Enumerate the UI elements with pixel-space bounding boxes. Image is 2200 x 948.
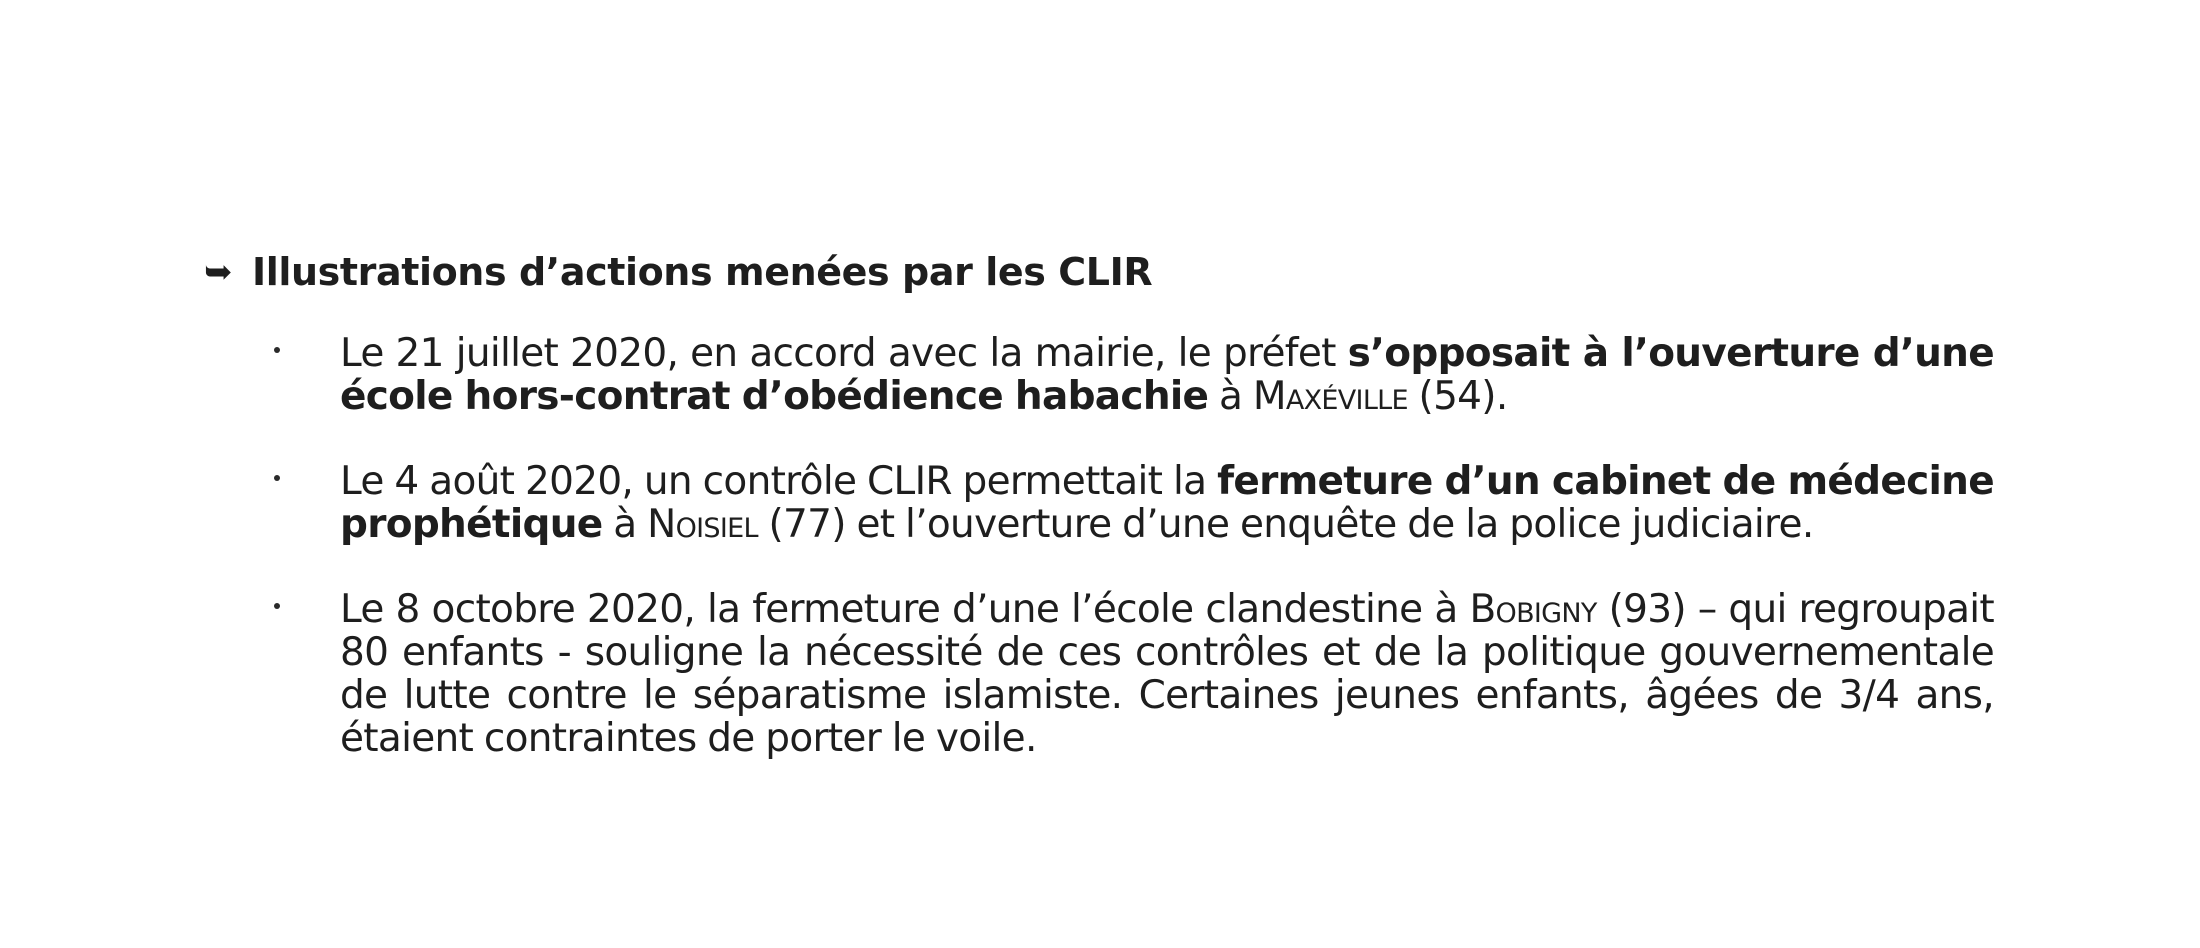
section-heading [204,242,1152,302]
text-run: Le 4 août 2020, un contrôle CLIR permettait la [340,459,1218,504]
text-run: Le 8 octobre 2020, la fermeture d’une l’école clandestine à [340,587,1470,632]
bold-text: s’opposait à l’ouverture d’une école hors-contrat d’obédience habachie [340,331,1994,419]
list-item [340,332,1994,418]
text-run: à [1208,374,1253,419]
list-item-text [340,587,1994,761]
bullet-dot-icon [274,603,280,609]
actions-list [340,332,1994,802]
bullet-dot-icon [274,347,280,353]
list-item-text [340,459,1994,547]
bold-text: fermeture d’un cabinet de médecine prophétique [340,459,1994,547]
place-name: Noisiel [647,502,758,547]
arrow-bullet-icon: ➥ [204,252,233,292]
place-name: Maxéville [1252,374,1408,419]
text-run: (77) et l’ouverture d’une enquête de la police judiciaire. [757,502,1814,547]
list-item [340,588,1994,760]
text-run: (93) – qui regroupait 80 enfants - souligne la nécessité de ces contrôles et de la politique gouvernementale de lutte contre le séparatisme islamiste. Certaines jeunes enfants, âgées de 3/4 ans, étaient contraintes de porter le voile. [340,587,1995,761]
text-run: (54). [1407,374,1508,419]
list-item-text [340,331,1994,419]
text-run: à [602,502,648,547]
text-run: Le 21 juillet 2020, en accord avec la mairie, le préfet [340,331,1348,376]
list-item [340,460,1994,546]
bullet-dot-icon [274,475,280,481]
heading-title: Illustrations d’actions menées par les CLIR [252,250,1153,294]
place-name: Bobigny [1469,587,1597,632]
